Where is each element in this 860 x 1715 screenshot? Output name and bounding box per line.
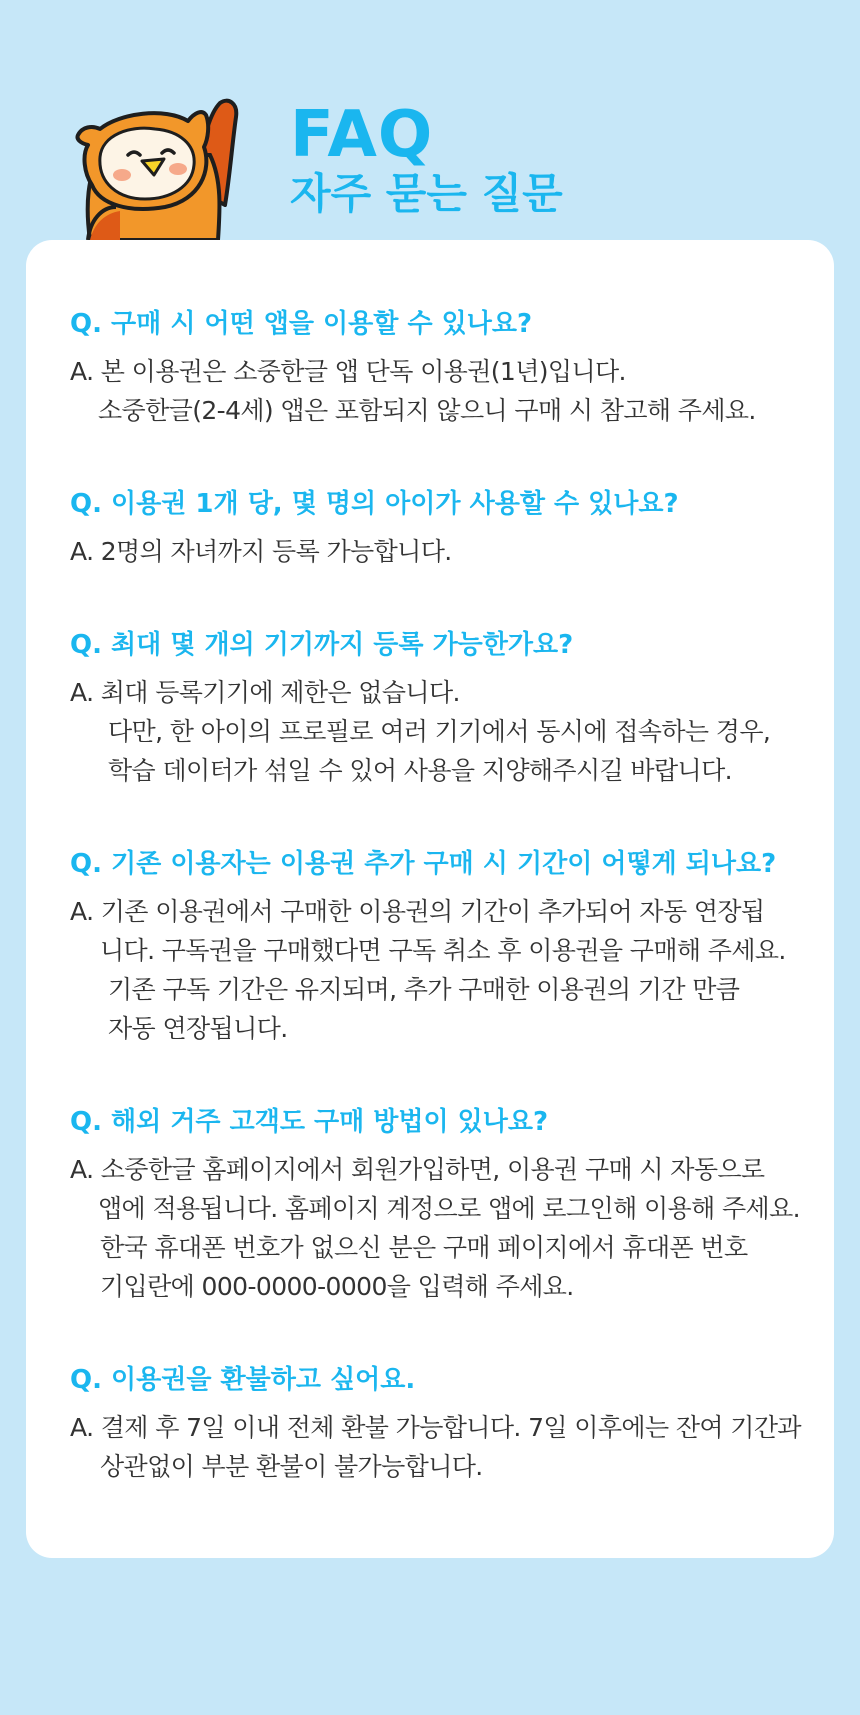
answer-line: A. 기존 이용권에서 구매한 이용권의 기간이 추가되어 자동 연장됩 bbox=[70, 897, 765, 926]
faq-answer bbox=[70, 1408, 801, 1486]
answer-line: 앱에 적용됩니다. 홈페이지 계정으로 앱에 로그인해 이용해 주세요. bbox=[98, 1194, 800, 1223]
answer-line: A. 소중한글 홈페이지에서 회원가입하면, 이용권 구매 시 자동으로 bbox=[70, 1155, 765, 1184]
faq-answer bbox=[70, 352, 794, 430]
faq-item-children-count bbox=[70, 486, 794, 571]
answer-line: 소중한글(2-4세) 앱은 포함되지 않으니 구매 시 참고해 주세요. bbox=[98, 396, 756, 425]
faq-title: FAQ bbox=[290, 98, 434, 172]
faq-question: Q. 이용권 1개 당, 몇 명의 아이가 사용할 수 있나요? bbox=[70, 489, 679, 519]
answer-line: 다만, 한 아이의 프로필로 여러 기기에서 동시에 접속하는 경우, bbox=[108, 717, 771, 746]
answer-line: 한국 휴대폰 번호가 없으신 분은 구매 페이지에서 휴대폰 번호 bbox=[100, 1233, 748, 1262]
answer-line: A. 2명의 자녀까지 등록 가능합니다. bbox=[70, 537, 452, 566]
answer-line: A. 결제 후 7일 이내 전체 환불 가능합니다. 7일 이후에는 잔여 기간과 bbox=[70, 1413, 801, 1442]
faq-question: Q. 해외 거주 고객도 구매 방법이 있나요? bbox=[70, 1107, 549, 1137]
faq-header bbox=[0, 0, 860, 240]
answer-line: 학습 데이터가 섞일 수 있어 사용을 지양해주시길 바랍니다. bbox=[108, 756, 732, 785]
faq-subtitle: 자주 묻는 질문 bbox=[290, 169, 563, 218]
answer-line: 기입란에 000-0000-0000을 입력해 주세요. bbox=[100, 1272, 574, 1301]
faq-question: Q. 최대 몇 개의 기기까지 등록 가능한가요? bbox=[70, 630, 574, 660]
faq-question: Q. 이용권을 환불하고 싶어요. bbox=[70, 1365, 416, 1395]
answer-line: A. 최대 등록기기에 제한은 없습니다. bbox=[70, 678, 460, 707]
faq-item-device-limit bbox=[70, 627, 794, 790]
answer-line: 자동 연장됩니다. bbox=[108, 1014, 288, 1043]
answer-line: 상관없이 부분 환불이 불가능합니다. bbox=[100, 1452, 483, 1481]
title-block bbox=[290, 98, 563, 218]
faq-question: Q. 구매 시 어떤 앱을 이용할 수 있나요? bbox=[70, 309, 533, 339]
faq-answer bbox=[70, 673, 794, 790]
faq-answer bbox=[70, 892, 794, 1048]
faq-item-overseas bbox=[70, 1104, 800, 1306]
owl-mascot-icon bbox=[70, 95, 260, 240]
faq-question: Q. 기존 이용자는 이용권 추가 구매 시 기간이 어떻게 되나요? bbox=[70, 849, 777, 879]
faq-card bbox=[26, 240, 834, 1558]
faq-item-app-usage bbox=[70, 306, 794, 430]
answer-line: 니다. 구독권을 구매했다면 구독 취소 후 이용권을 구매해 주세요. bbox=[100, 936, 786, 965]
faq-answer bbox=[70, 1150, 800, 1306]
answer-line: A. 본 이용권은 소중한글 앱 단독 이용권(1년)입니다. bbox=[70, 357, 626, 386]
faq-answer bbox=[70, 532, 794, 571]
faq-item-refund bbox=[70, 1362, 801, 1486]
faq-item-existing-user bbox=[70, 846, 794, 1048]
answer-line: 기존 구독 기간은 유지되며, 추가 구매한 이용권의 기간 만큼 bbox=[108, 975, 740, 1004]
